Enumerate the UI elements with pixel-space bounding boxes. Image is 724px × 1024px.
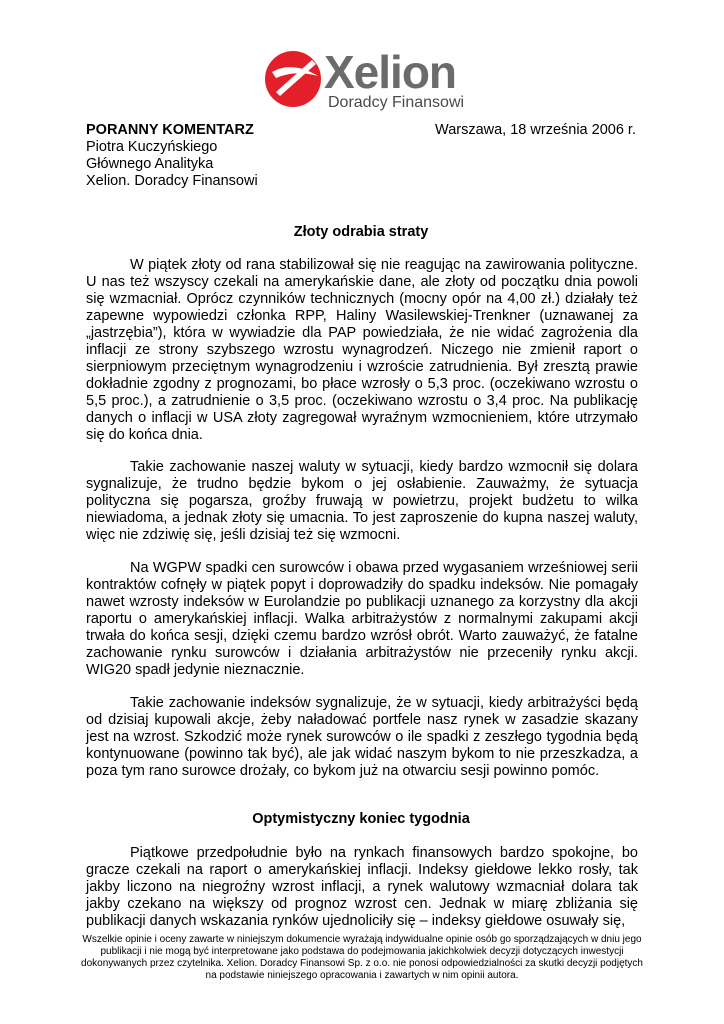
disclaimer: Wszelkie opinie i oceny zawarte w niniejszym dokumencie wyrażają indywidualne opinie osób go sporządzających w dniu jego publikacji i nie mogą być interpretowane jako podstawa do podejmowania jakichkolwiek decyzji dotyczących inwestycji dokonywanych przez czytelnika. Xelion. Doradcy Finansowi Sp. z o.o. nie ponosi odpowiedzialności za skutki decyzji podjętych na podstawie niniejszego opracowania i zawartych w nim opinii autora.: [81, 934, 643, 981]
section-title-zloty: Złoty odrabia straty: [293, 224, 429, 240]
xelion-logo-mark-icon: [262, 46, 326, 110]
logo-subtitle: Doradcy Finansowi: [328, 94, 465, 111]
paragraph: Na WGPW spadki cen surowców i obawa przed wygasaniem wrześniowej serii kontraktów cofnęły w piątek popyt i doprowadziły do spadku indeksów. Nie pomagały nawet wzrosty indeksów w Eurolandzie po publikacji uznanego za korzystny dla akcji raportu o amerykańskiej inflacji. Walka arbitrażystów z normalnymi zakupami akcji trwała do końca sesji, dzięki czemu bardzo wzrósł obrót. Warto zauważyć, że fatalne zachowanie rynku surowców i działania arbitrażystów nie przeceniły rynku akcji. WIG20 spadł jedynie nieznacznie.: [86, 560, 638, 678]
author-company: Xelion. Doradcy Finansowi: [86, 173, 258, 189]
paragraph: W piątek złoty od rana stabilizował się nie reagując na zawirowania polityczne. U nas też wszyscy czekali na amerykańskie dane, ale złoty od początku dnia powoli się wzmacniał. Oprócz czynników technicznych (mocny opór na 4,00 zł.) działały też zapewne wypowiedzi członka RPP, Haliny Wasilewskiej-Trenkner (uznawanej za „jastrzębia”), która w wywiadzie dla PAP powiedziała, że nie widać zagrożenia dla inflacji ze strony szybszego wzrostu wynagrodzeń. Niczego nie zmienił raport o sierpniowym przeciętnym wynagrodzeniu i wzroście zatrudnienia. Był zresztą prawie dokładnie zgodny z prognozami, bo płace wzrosły o 5,3 proc. (oczekiwano wzrostu o 5,5 proc.), a zatrudnienie o 3,5 proc. (oczekiwano wzrostu o 3,4 proc. Na publikację danych o inflacji w USA złoty zagregował wyraźnym wzmocnieniem, które utrzymało się do końca dnia.: [86, 257, 638, 443]
author-name: Piotra Kuczyńskiego: [86, 139, 218, 155]
paragraph: Piątkowe przedpołudnie było na rynkach finansowych bardzo spokojne, bo gracze czekali na raport o amerykańskiej inflacji. Indeksy giełdowe lekko rosły, tak jakby liczono na niegroźny wzrost inflacji, a rynek walutowy wzmacniał dolara tak jakby czekano na większy od prognoz wzrost cen. Jednak w miarę zbliżania się publikacji danych wskazania rynków ujednoliciły się – indeksy giełdowe osuwały się,: [86, 845, 638, 929]
document-date: Warszawa, 18 września 2006 r.: [435, 122, 636, 138]
xelion-logo: [262, 46, 472, 116]
paragraph: Takie zachowanie indeksów sygnalizuje, że w sytuacji, kiedy arbitrażyści będą od dzisiaj kupowali akcje, żeby naładować portfele nasz rynek w zasadzie skazany jest na wzrost. Szkodzić może rynek surowców o ile spadki z zeszłego tygodnia będą kontynuowane (powinno tak być), ale jak widać naszym bykom to nie przeszkadza, a poza tym rano surowce drożały, co bykom już na otwarciu sesji powinno pomóc.: [86, 695, 638, 779]
section-title-optymistyczny: Optymistyczny koniec tygodnia: [252, 811, 470, 827]
comment-label: PORANNY KOMENTARZ: [86, 122, 254, 138]
paragraph: Takie zachowanie naszej waluty w sytuacji, kiedy bardzo wzmocnił się dolara sygnalizuje, że trudno będzie bykom o jej osłabienie. Zauważmy, że sytuacja polityczna się pogarsza, groźby fruwają w powietrzu, projekt budżetu to wilka niewiadoma, a jednak złoty się umacnia. To jest zaproszenie do kupna naszej waluty, więc nie zdziwię się, jeśli dzisiaj też się wzmocni.: [86, 459, 638, 543]
logo-name: Xelion: [324, 46, 457, 98]
author-role: Głównego Analityka: [86, 156, 214, 172]
document-header: [86, 122, 636, 190]
